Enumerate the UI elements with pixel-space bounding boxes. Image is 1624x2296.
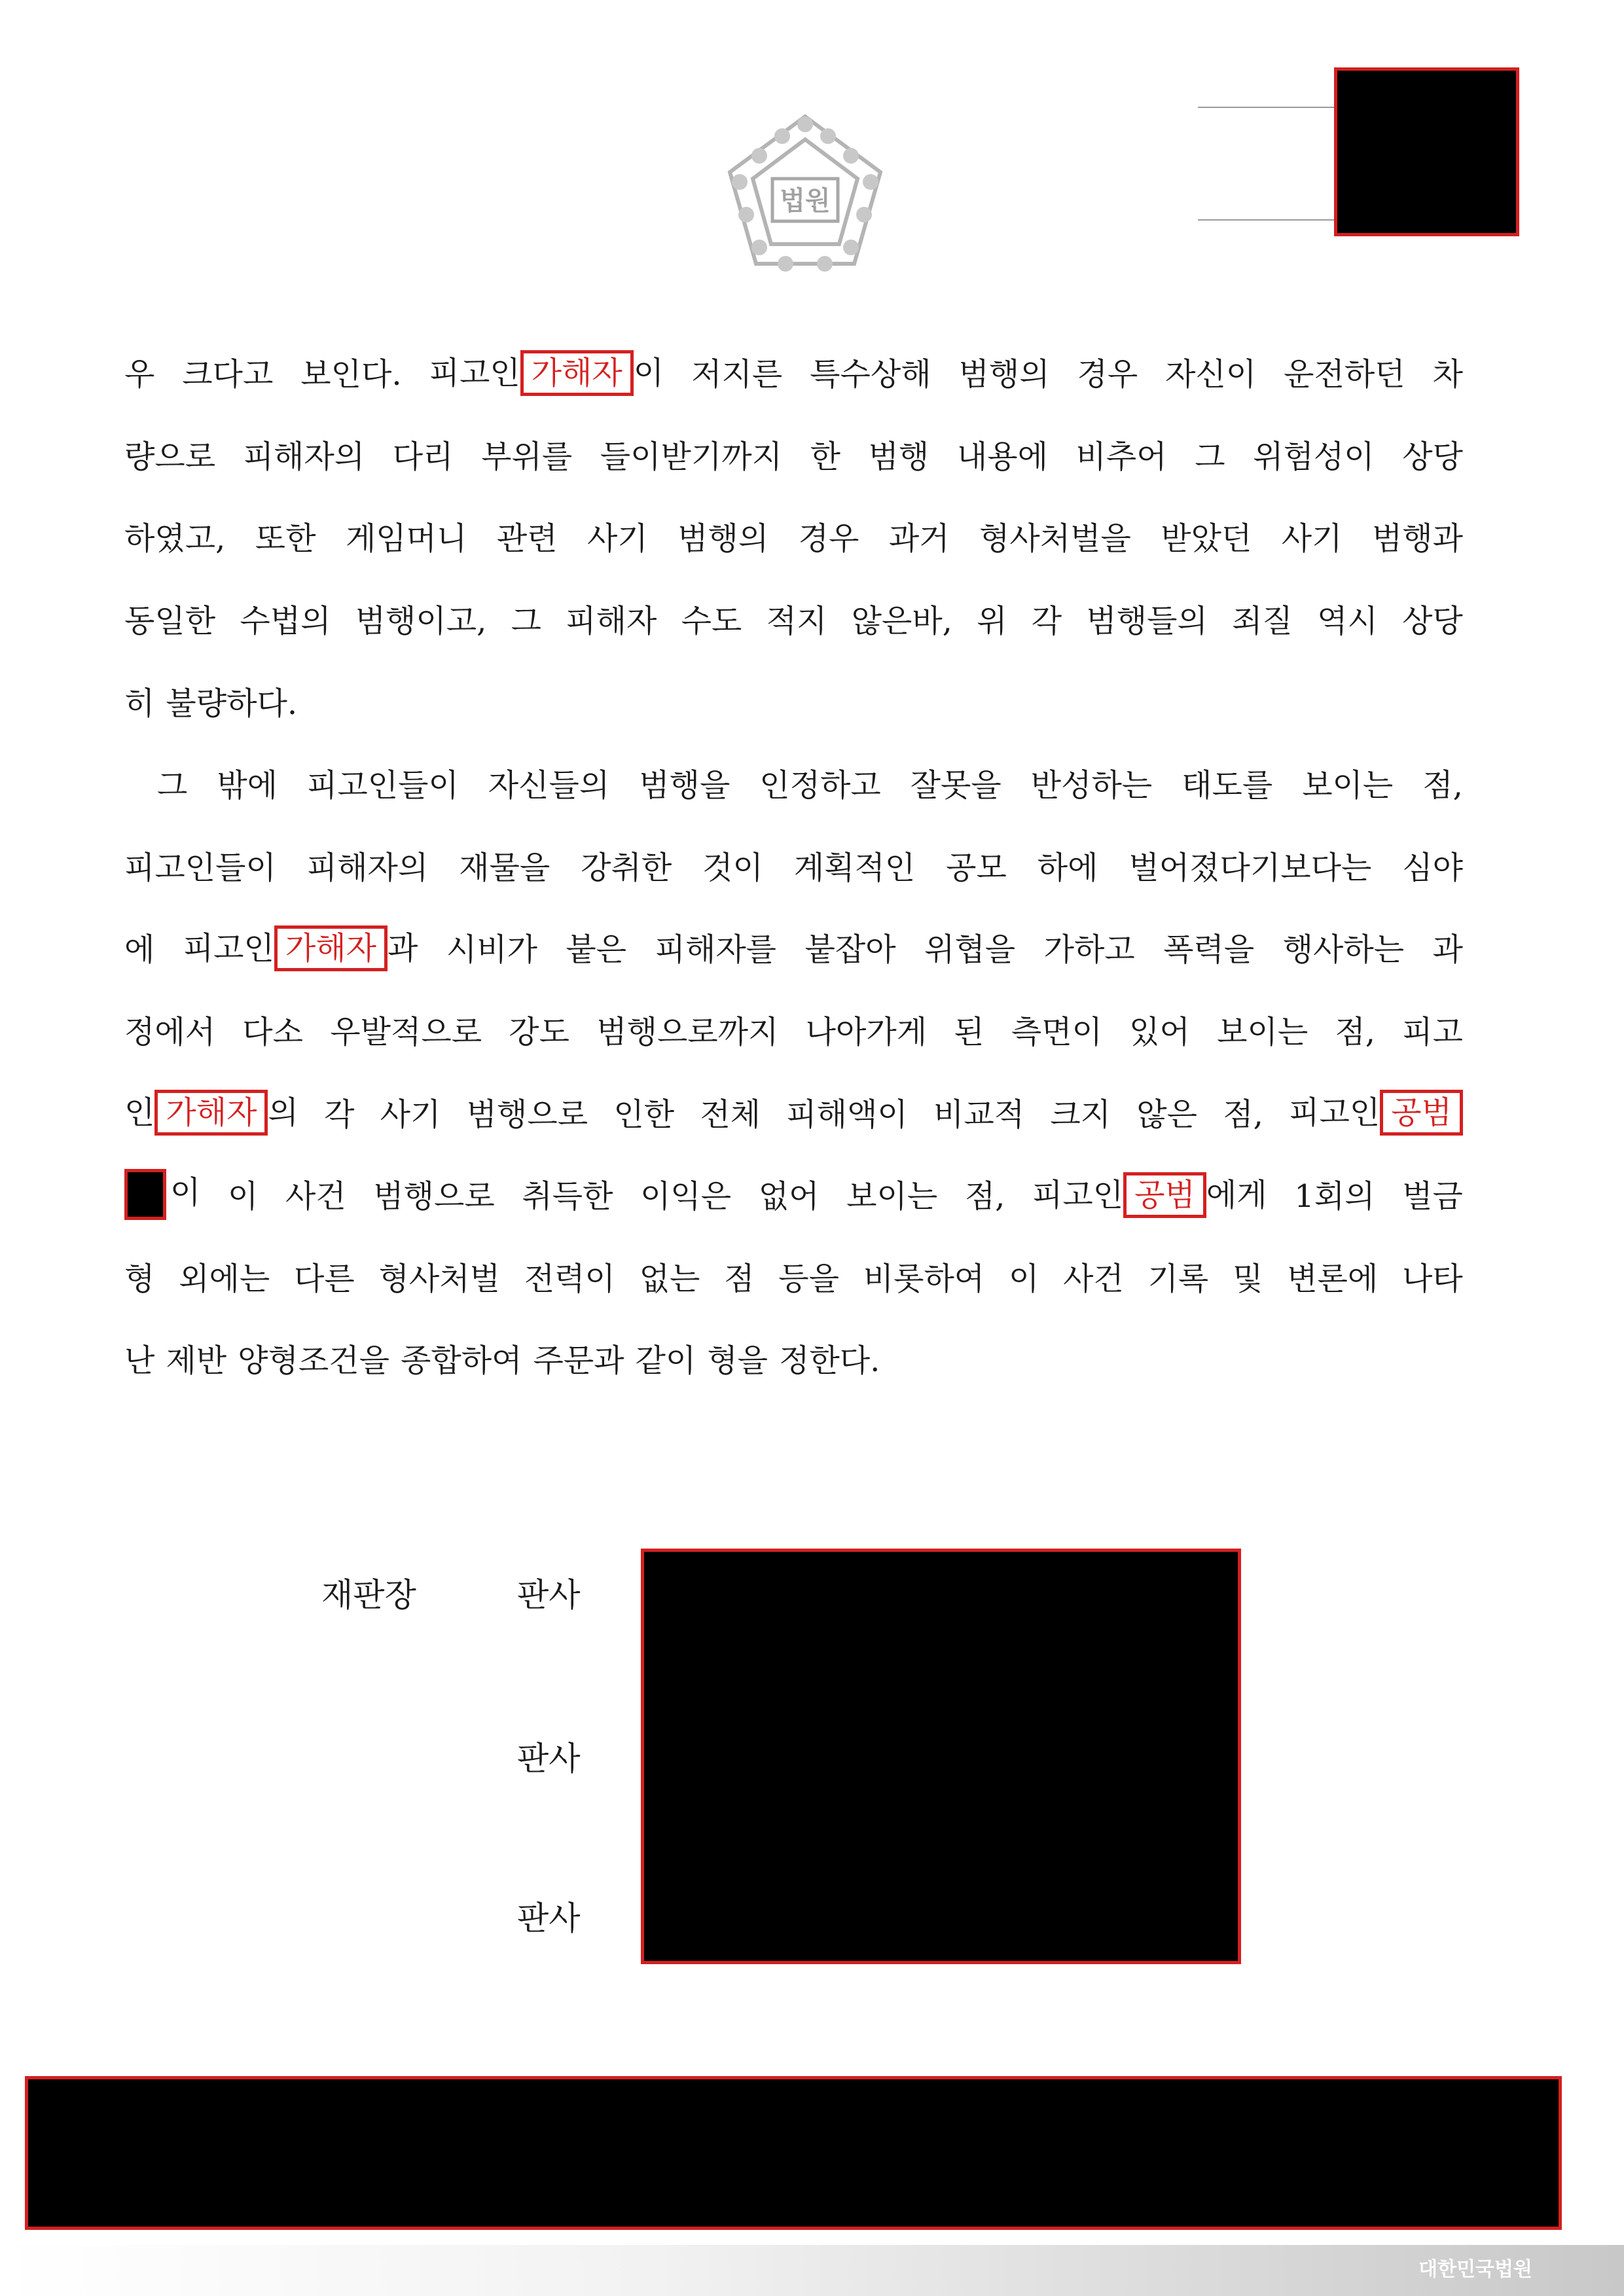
- word: 들이받기까지: [600, 438, 782, 475]
- word: 범행의: [958, 356, 1050, 393]
- word: 피고인 공범: [1289, 1087, 1463, 1136]
- word: 강취한: [581, 849, 672, 886]
- text-line: [124, 1317, 1463, 1399]
- redacted-name-block: [1334, 67, 1519, 236]
- presiding-judge-label: 재판장: [321, 1576, 416, 1614]
- word: 위협을: [924, 931, 1016, 969]
- word: 과거: [888, 520, 950, 558]
- word: 않은바,: [851, 603, 952, 640]
- word: 이익은: [640, 1178, 732, 1215]
- word: 등을: [778, 1260, 839, 1297]
- word: 게임머니: [345, 520, 467, 558]
- word: 히: [124, 685, 155, 722]
- word: 범행으로까지: [596, 1014, 779, 1051]
- word: 붙잡아: [804, 931, 896, 969]
- word: 범행들의: [1086, 603, 1208, 640]
- text-line: [124, 742, 1463, 824]
- word: 운전하던: [1284, 356, 1405, 393]
- word: 나아가게: [805, 1014, 928, 1051]
- header-rule-bottom: [1198, 219, 1335, 221]
- word: 형사처벌을: [979, 520, 1131, 558]
- word: 시비가: [446, 931, 537, 969]
- word: 피고인 공범 에게: [1032, 1170, 1267, 1218]
- word: 경우: [1077, 356, 1138, 393]
- word: 크다고: [182, 356, 274, 393]
- word: 취득한: [522, 1178, 613, 1215]
- word: 피고인 가해자 과: [183, 923, 418, 971]
- word: 내용에: [956, 438, 1048, 475]
- word: 행사하는: [1282, 931, 1405, 969]
- word: 이: [227, 1178, 259, 1215]
- word: 피해액이: [786, 1096, 908, 1133]
- word: 형사처벌: [378, 1260, 500, 1297]
- word: 에: [124, 931, 155, 969]
- word: 피고인들이: [124, 849, 276, 886]
- word: 폭력을: [1163, 931, 1255, 969]
- redaction-tag: 가해자: [274, 925, 388, 971]
- word: 과: [1432, 931, 1463, 969]
- redaction-tag: 공범: [1123, 1172, 1206, 1218]
- word: 전력이: [524, 1260, 615, 1297]
- word: 범행과: [1371, 520, 1463, 558]
- word: 사기: [1281, 520, 1343, 558]
- word: 종합하여: [400, 1342, 522, 1380]
- word: 점: [724, 1260, 755, 1297]
- word: 강도: [509, 1014, 570, 1051]
- word: 각: [1031, 603, 1062, 640]
- word: 동일한: [124, 603, 216, 640]
- header-rule-top: [1198, 107, 1335, 108]
- word: 상당: [1402, 438, 1463, 475]
- redaction-tag: 공범: [1380, 1090, 1463, 1136]
- word: 피해자: [566, 603, 657, 640]
- word: 한: [810, 438, 840, 475]
- word: 받았던: [1161, 520, 1252, 558]
- word: 밖에: [217, 767, 278, 804]
- judge-label: 판사: [517, 1899, 581, 1937]
- word: 불량하다.: [166, 685, 298, 722]
- redaction-tag: 가해자: [154, 1090, 268, 1136]
- word: 하에: [1037, 849, 1098, 886]
- word: 이: [124, 1167, 200, 1221]
- word: 보인다.: [300, 356, 402, 393]
- word: 위: [977, 603, 1007, 640]
- word: 우: [124, 356, 155, 393]
- word: 부위를: [481, 438, 573, 475]
- word: 다리: [392, 438, 454, 475]
- word: 다소: [242, 1014, 304, 1051]
- text-line: [124, 824, 1463, 906]
- word: 전체: [700, 1096, 761, 1133]
- word: 형: [124, 1260, 155, 1297]
- word: 외에는: [179, 1260, 270, 1297]
- text-line: [124, 1153, 1463, 1235]
- word: 위험성이: [1253, 438, 1375, 475]
- word: 그: [157, 767, 188, 804]
- word: 변론에: [1287, 1260, 1379, 1297]
- word: 정에서: [124, 1014, 216, 1051]
- word: 기록: [1147, 1260, 1209, 1297]
- text-line: [124, 495, 1463, 577]
- word: 수법의: [240, 603, 331, 640]
- word: 비교적: [933, 1096, 1025, 1133]
- word: 피해자의: [306, 849, 429, 886]
- word: 나타: [1402, 1260, 1463, 1297]
- word: 또한: [255, 520, 316, 558]
- word: 사건: [285, 1178, 346, 1215]
- word: 피고인 가해자 이: [429, 348, 664, 396]
- word: 양형조건을: [238, 1342, 389, 1380]
- word: 범행으로: [466, 1096, 588, 1133]
- word: 제반: [166, 1342, 227, 1380]
- word: 차: [1432, 356, 1463, 393]
- word: 및: [1233, 1260, 1263, 1297]
- word: 주문과: [533, 1342, 624, 1380]
- word: 잘못을: [910, 767, 1001, 804]
- text-line: [124, 1235, 1463, 1318]
- judge-label: 판사: [517, 1740, 581, 1778]
- word: 점,: [964, 1178, 1005, 1215]
- redaction-tag: 가해자: [520, 350, 634, 396]
- word: 상당: [1402, 603, 1463, 640]
- text-line: [124, 1070, 1463, 1153]
- word: 같이: [635, 1342, 696, 1380]
- word: 사기: [586, 520, 648, 558]
- word: 점,: [1335, 1014, 1376, 1051]
- word: 적지: [766, 603, 827, 640]
- court-seal-logo: [720, 110, 890, 280]
- word: 수도: [681, 603, 742, 640]
- word: 벌금: [1402, 1178, 1463, 1215]
- redacted-judge-names: [641, 1549, 1241, 1964]
- redacted-name-box: [124, 1169, 166, 1220]
- word: 점,: [1422, 767, 1463, 804]
- word: 크지: [1050, 1096, 1111, 1133]
- word: 특수상해: [810, 356, 931, 393]
- text-line: [124, 331, 1463, 413]
- word: 관련: [496, 520, 558, 558]
- word: 반성하는: [1030, 767, 1153, 804]
- word: 이: [1008, 1260, 1039, 1297]
- word: 범행을: [639, 767, 731, 804]
- text-line: [124, 577, 1463, 660]
- word: 량으로: [124, 438, 216, 475]
- word: 범행으로: [373, 1178, 495, 1215]
- text-line: [124, 988, 1463, 1071]
- footer-bar: [0, 2245, 1624, 2296]
- word: 심야: [1402, 849, 1463, 886]
- judgment-body-text: [124, 331, 1463, 1399]
- word: 1회의: [1294, 1178, 1375, 1215]
- word: 인 가해자 의: [124, 1087, 298, 1136]
- word: 정한다.: [779, 1342, 880, 1380]
- word: 자신들의: [488, 767, 610, 804]
- word: 죄질: [1232, 603, 1293, 640]
- word: 점,: [1223, 1096, 1263, 1133]
- word: 보이는: [846, 1178, 938, 1215]
- word: 피고인들이: [307, 767, 459, 804]
- word: 하였고,: [124, 520, 226, 558]
- word: 측면이: [1011, 1014, 1102, 1051]
- word: 그: [511, 603, 542, 640]
- word: 사기: [380, 1096, 441, 1133]
- word: 재물을: [459, 849, 550, 886]
- word: 범행: [868, 438, 929, 475]
- judge-label: 판사: [517, 1576, 581, 1614]
- word: 비롯하여: [863, 1260, 985, 1297]
- word: 그: [1195, 438, 1225, 475]
- redacted-footer-info: [25, 2076, 1562, 2230]
- word: 태도를: [1182, 767, 1273, 804]
- word: 자신이: [1165, 356, 1257, 393]
- seal-text: 법원: [780, 186, 831, 216]
- word: 인한: [613, 1096, 675, 1133]
- word: 있어: [1129, 1014, 1190, 1051]
- word: 다른: [293, 1260, 355, 1297]
- word: 난: [124, 1342, 155, 1380]
- word: 각: [324, 1096, 355, 1133]
- word: 피해자의: [243, 438, 365, 475]
- word: 형을: [707, 1342, 768, 1380]
- word: 보이는: [1302, 767, 1394, 804]
- word: 된: [954, 1014, 984, 1051]
- text-line: [124, 659, 1463, 742]
- text-line: [124, 906, 1463, 988]
- word: 공모: [946, 849, 1007, 886]
- word: 없어: [758, 1178, 820, 1215]
- word: 비추어: [1075, 438, 1167, 475]
- word: 가하고: [1043, 931, 1135, 969]
- word: 것이: [702, 849, 763, 886]
- word: 않은: [1136, 1096, 1198, 1133]
- word: 없는: [639, 1260, 700, 1297]
- word: 우발적으로: [330, 1014, 482, 1051]
- word: 피해자를: [655, 931, 777, 969]
- word: 저지른: [691, 356, 783, 393]
- word: 사건: [1063, 1260, 1124, 1297]
- word: 역시: [1317, 603, 1378, 640]
- footer-org-label: 대한민국법원: [1418, 2258, 1532, 2281]
- word: 붙은: [566, 931, 627, 969]
- word: 범행이고,: [355, 603, 487, 640]
- word: 피고: [1402, 1014, 1463, 1051]
- text-line: [124, 413, 1463, 495]
- word: 인정하고: [759, 767, 881, 804]
- word: 보이는: [1217, 1014, 1308, 1051]
- word: 벌어졌다기보다는: [1128, 849, 1372, 886]
- word: 계획적인: [793, 849, 916, 886]
- word: 범행의: [677, 520, 769, 558]
- word: 경우: [798, 520, 859, 558]
